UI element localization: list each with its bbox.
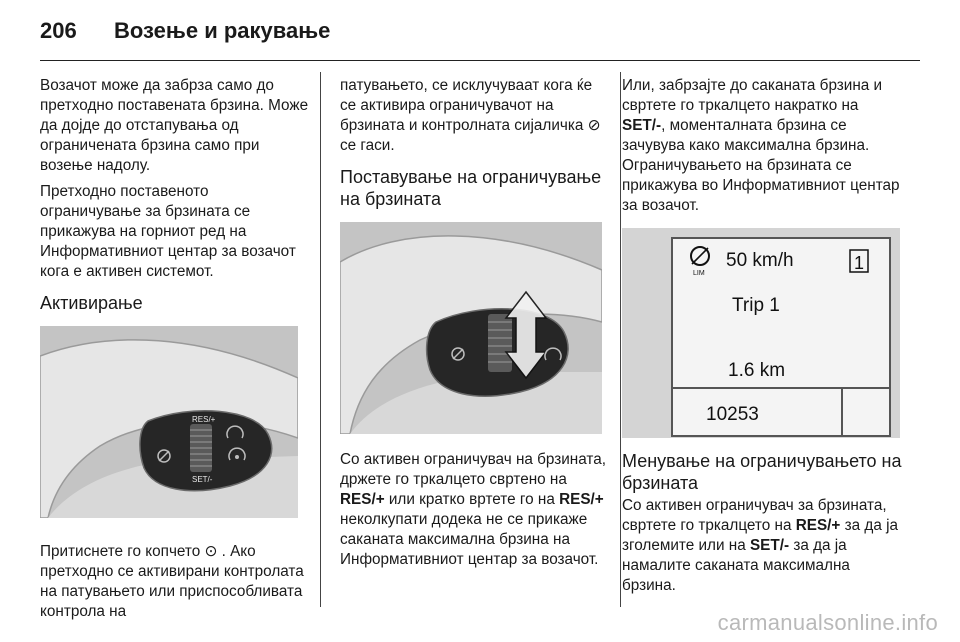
- paragraph: Со активен ограничувач на брзината, држете го тркалцето свртено на RES/+ или кратко вртете го на RES/+ неколкупати додека не се прикаже саканата максимална брзина на Информативниот центар за возачот.: [340, 451, 607, 568]
- thumbwheel: [488, 314, 512, 372]
- section-heading-activation: Активирање: [40, 293, 143, 313]
- trip-label: Trip 1: [732, 295, 780, 316]
- column-divider-1: [320, 72, 321, 607]
- column-divider-2: [620, 72, 621, 607]
- odometer-value: 10253: [706, 404, 759, 425]
- page-header: [40, 18, 920, 54]
- gear-indicator: 1: [854, 253, 865, 273]
- header-rule: [40, 60, 920, 61]
- paragraph: Возачот може да забрза само до претходно поставената брзина. Може да дојде до отстапувања од ограничената брзина само при возење надолу.: [40, 77, 309, 174]
- watermark[interactable]: carmanualsonline.info: [717, 610, 938, 635]
- column-3: [622, 76, 904, 602]
- set-label: SET/-: [192, 475, 213, 484]
- section-heading-setting: Поставување на ограничување на брзината: [340, 167, 602, 209]
- page-title: Возење и ракување: [114, 18, 331, 43]
- speed-limiter-indicator-icon: ⊘: [587, 117, 601, 134]
- speed-limiter-icon: ⊙: [204, 543, 218, 560]
- paragraph: Со активен ограничувач за брзината, свртете го тркалцето на RES/+ за да ја зголемите или на SET/- за да ја намалите саканата максимална брзина.: [622, 497, 898, 594]
- paragraph: патувањето, се исклучуваат кога ќе се активира ограничувачот на брзината и контролната сијаличка ⊘ се гаси.: [340, 77, 601, 154]
- limiter-label: LIM: [693, 270, 705, 277]
- paragraph: Или, забрзајте до саканата брзина и свртете го тркалцето накратко на SET/-, моменталната брзина се зачувува како максимална брзина. Ограничувањето на брзината се прикажува во Информативниот центар за возачот.: [622, 77, 900, 214]
- section-heading-change: Менување на ограничувањето на брзината: [622, 451, 902, 493]
- steering-wheel-illustration: [40, 326, 298, 518]
- trip-distance: 1.6 km: [728, 360, 786, 381]
- paragraph: Претходно поставеното ограничување за брзината се прикажува на горниот ред на Информативниот центар за возачот кога е активен системот.: [40, 183, 296, 280]
- column-2: [340, 76, 610, 576]
- res-label: RES/+: [192, 415, 216, 424]
- page-number: 206: [40, 18, 77, 43]
- paragraph: Притиснете го копчето ⊙ . Ако претходно се активирани контролата на патувањето или приспособливата контрола на: [40, 543, 304, 620]
- thumbwheel-illustration: [340, 222, 602, 434]
- speed-limit-value: 50 km/h: [726, 250, 794, 271]
- driver-information-display: [622, 228, 900, 438]
- column-1: [40, 76, 312, 628]
